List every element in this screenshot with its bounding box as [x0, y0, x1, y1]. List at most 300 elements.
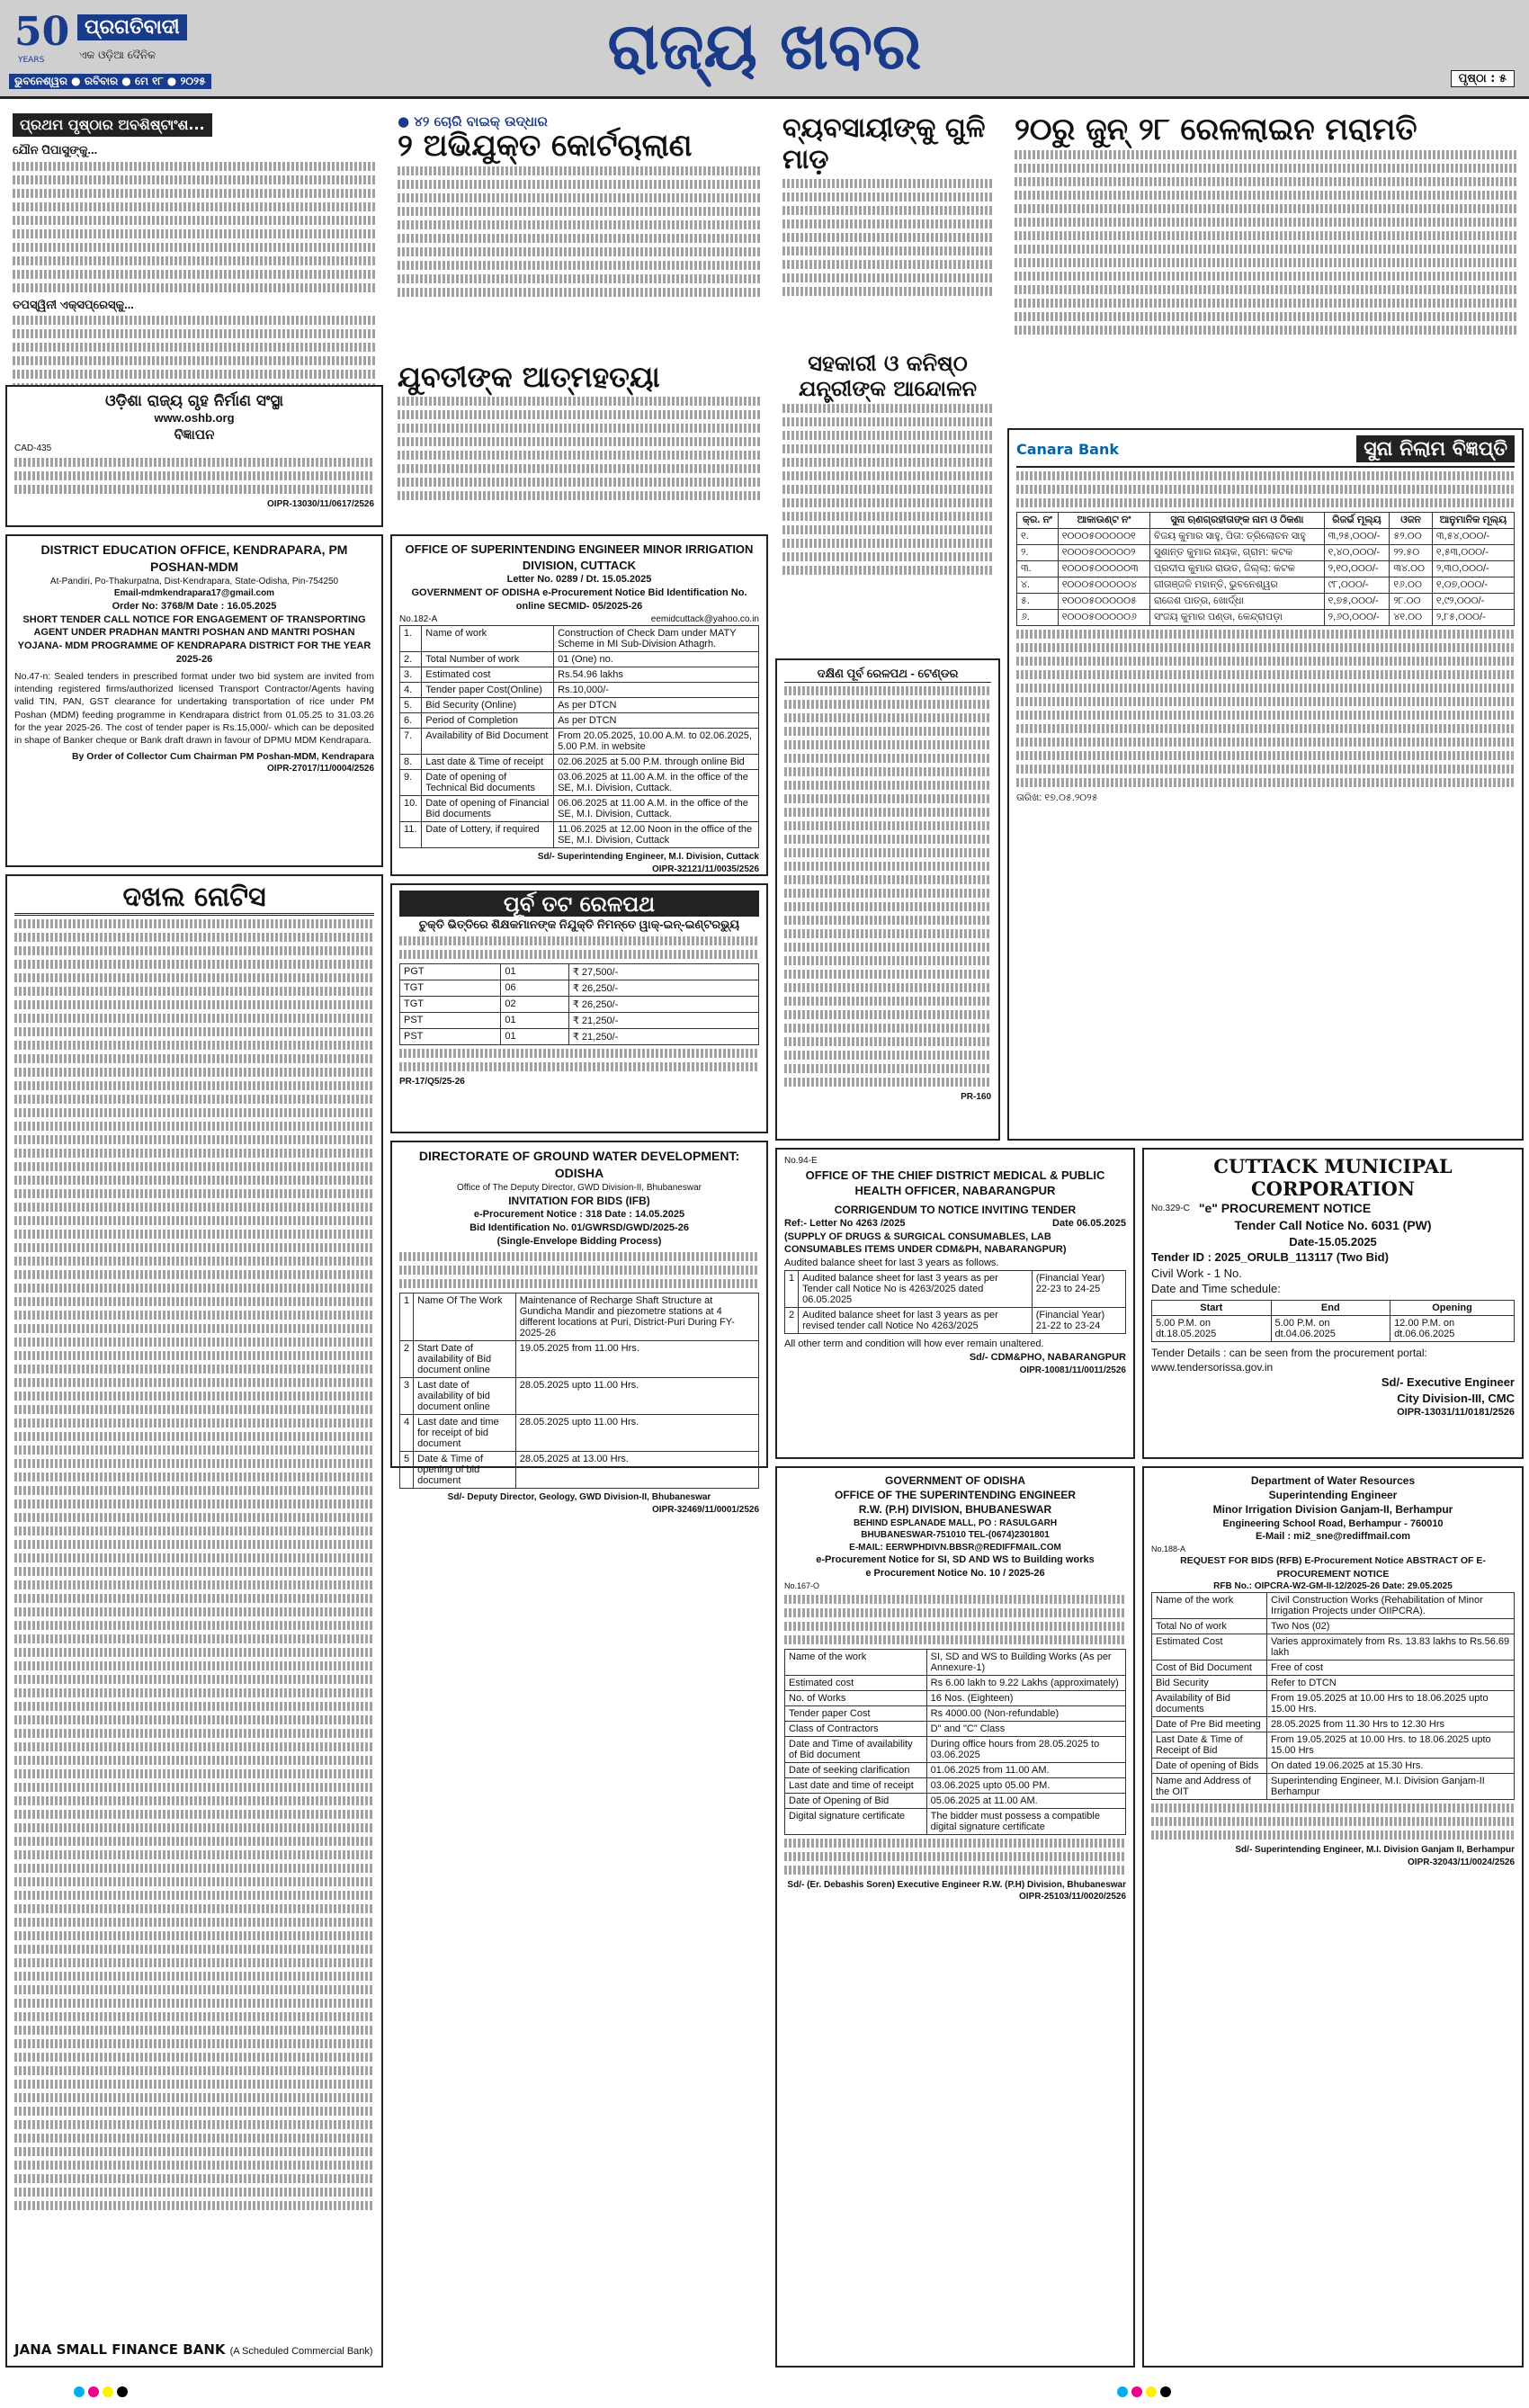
table-cell: 28.05.2025 upto 11.00 Hrs.: [515, 1378, 758, 1415]
table-cell: ₹ 26,250/-: [568, 980, 758, 996]
girl-headline: ଯୁବତୀଙ୍କ ଆତ୍ମହତ୍ୟା: [398, 360, 660, 394]
table-cell: ୨,୮୫,୦୦୦/-: [1432, 610, 1514, 626]
wr-ref: OIPR-32043/11/0024/2526: [1408, 1857, 1515, 1867]
cdmo-sub: (SUPPLY OF DRUGS & SURGICAL CONSUMABLES, LAB CONSUMABLES ITEMS UNDER CDM&PH, NABARANGPUR): [784, 1231, 1067, 1256]
canara-row: [1017, 594, 1515, 610]
cmc-title: CUTTACK MUNICIPAL CORPORATION: [1213, 1155, 1453, 1200]
cdmo-ref-row: [784, 1217, 1126, 1231]
table-cell: Period of Completion: [422, 713, 554, 729]
district-edu-ad: [5, 534, 383, 867]
table-cell: 28.05.2025 upto 11.00 Hrs.: [515, 1415, 758, 1452]
dakhal-title: ଦଖଲ ନୋଟିସ: [14, 882, 374, 916]
table-cell: ୩୪.୦୦: [1390, 561, 1433, 577]
table-cell: ୧୬.୦୦: [1390, 577, 1433, 594]
wr-rfb: RFB No.: OIPCRA-W2-GM-II-12/2025-26 Date: 29.05.2025: [1213, 1580, 1453, 1591]
rwss-table: [784, 1649, 1126, 1835]
cmc-no-row: [1151, 1200, 1515, 1217]
cdmo-ref-letter: Ref:- Letter No 4263 /2025: [784, 1217, 906, 1229]
logo-number: 50: [14, 9, 70, 55]
gw-bid: Bid Identification No. 01/GWRSD/GWD/2025-26: [469, 1222, 689, 1234]
table-cell: ୧.: [1017, 529, 1059, 545]
rwss-row: [785, 1793, 1126, 1808]
wr-table: [1151, 1592, 1515, 1800]
rwss-phone: BHUBANESWAR-751010 TEL-(0674)2301801: [861, 1530, 1050, 1541]
cdmo-ad: [775, 1148, 1135, 1459]
table-header-cell: ଓଜନ: [1390, 513, 1433, 529]
mi-table: [399, 625, 759, 848]
table-cell: Audited balance sheet for last 3 years as per Tender call Notice No is 4263/2025 dated 06.05.2025: [799, 1271, 1033, 1308]
table-cell: ୧୦୦୦୫୦୦୦୦୦୬: [1058, 610, 1149, 626]
canara-title: ସୁନା ନିଲାମ ବିଜ୍ଞପ୍ତି: [1356, 435, 1515, 462]
wr-row: [1152, 1732, 1515, 1759]
gw-row: [400, 1452, 759, 1489]
cmc-sign1: Sd/- Executive Engineer: [1381, 1375, 1515, 1390]
table-cell: ୧୦୦୦୫୦୦୦୦୦୪: [1058, 577, 1149, 594]
housing-title: ଓଡ଼ିଶା ରାଜ୍ୟ ଗୃହ ନିର୍ମାଣ ସଂସ୍ଥା: [104, 392, 284, 410]
rwss-row: [785, 1762, 1126, 1777]
cdmo-ref-date: Date 06.05.2025: [1052, 1217, 1126, 1229]
rail-headline: ୨୦ରୁ ଜୁନ୍ ୨୮ ରେଳଲାଇନ ମରାମତି: [1015, 112, 1417, 148]
table-cell: Date and Time of availability of Bid document: [785, 1736, 927, 1762]
table-cell: Estimated cost: [422, 667, 554, 683]
wr-row: [1152, 1593, 1515, 1619]
table-cell: 4.: [400, 683, 422, 698]
table-cell: Estimated Cost: [1152, 1634, 1267, 1661]
table-cell: Cost of Bid Document: [1152, 1661, 1267, 1676]
rwss-row: [785, 1649, 1126, 1675]
wr-body: [1151, 1804, 1515, 1840]
table-cell: Availability of Bid Document: [422, 729, 554, 755]
mi-row: [400, 683, 759, 698]
table-cell: ୩,୫୪,୦୦୦/-: [1432, 529, 1514, 545]
section-title: ରାଜ୍ୟ ଖବର: [607, 7, 922, 84]
table-cell: 9.: [400, 770, 422, 796]
mi-row: [400, 698, 759, 713]
gw-mode: (Single-Envelope Bidding Process): [496, 1236, 662, 1248]
mi-letter: Letter No. 0289 / Dt. 15.05.2025: [506, 574, 652, 586]
table-cell: Date of Pre Bid meeting: [1152, 1717, 1267, 1732]
table-cell: ସଂଜୟ କୁମାର ପଣ୍ଡା, କେନ୍ଦ୍ରାପଡ଼ା: [1150, 610, 1325, 626]
mi-row: [400, 713, 759, 729]
table-cell: Last date of availability of bid document online: [414, 1378, 516, 1415]
table-cell: Bid Security: [1152, 1676, 1267, 1691]
rwss-no: No.167-O: [784, 1580, 820, 1590]
table-cell: Date of opening of Financial Bid documents: [422, 796, 554, 822]
table-cell: Date of Lottery, if required: [422, 822, 554, 848]
rwss-row: [785, 1721, 1126, 1736]
table-cell: 1: [400, 1294, 414, 1341]
rwss-body-2: [784, 1839, 1126, 1875]
table-cell: ୩,୨୫,୦୦୦/-: [1324, 529, 1390, 545]
table-cell: ୧୦୦୦୫୦୦୦୦୦୨: [1058, 545, 1149, 561]
girl-body: [398, 397, 761, 501]
table-cell: 28.05.2025 from 11.30 Hrs to 12.30 Hrs: [1267, 1717, 1515, 1732]
table-cell: 6.: [400, 713, 422, 729]
continued-article: [5, 108, 383, 378]
rwss-row: [785, 1777, 1126, 1793]
table-cell: ୨୨.୫୦: [1390, 545, 1433, 561]
paper-name: ପ୍ରଗତିବାଦୀ: [77, 14, 187, 40]
rwss-div: R.W. (P.H) DIVISION, BHUBANESWAR: [858, 1503, 1052, 1517]
gw-row: [400, 1415, 759, 1452]
table-cell: 28.05.2025 at 13.00 Hrs.: [515, 1452, 758, 1489]
table-cell: ୨,୬୦,୦୦୦/-: [1324, 610, 1390, 626]
district-edu-title: DISTRICT EDUCATION OFFICE, KENDRAPARA, PM POSHAN-MDM: [40, 542, 348, 574]
dakhal-bank-name: JANA SMALL FINANCE BANK: [14, 2341, 226, 2359]
table-cell: 5: [400, 1452, 414, 1489]
table-cell: On dated 19.06.2025 at 15.30 Hrs.: [1267, 1759, 1515, 1774]
bike-headline: ୨ ଅଭିଯୁକ୍ତ କୋର୍ଟଚାଲାଣ: [398, 128, 693, 164]
mi-ref: OIPR-32121/11/0035/2526: [652, 864, 759, 874]
page-label: ପୃଷ୍ଠା : ୫: [1451, 70, 1515, 87]
gw-sub: INVITATION FOR BIDS (IFB): [508, 1195, 650, 1208]
cdmo-line: Audited balance sheet for last 3 years as follows.: [784, 1258, 999, 1269]
table-cell: (Financial Year) 22-23 to 24-25: [1032, 1271, 1125, 1308]
table-cell: Date of seeking clarification: [785, 1762, 927, 1777]
table-cell: 05.06.2025 at 11.00 AM.: [926, 1793, 1125, 1808]
table-cell: 8.: [400, 755, 422, 770]
table-cell: ୫.: [1017, 594, 1059, 610]
tagline: ଏକ ଓଡ଼ିଆ ଦୈନିକ: [79, 49, 156, 61]
table-cell: Last date & Time of receipt: [422, 755, 554, 770]
table-cell: Rs 6.00 lakh to 9.22 Lakhs (approximately): [926, 1675, 1125, 1690]
housing-label: ବିଜ୍ଞାପନ: [174, 425, 215, 443]
gw-body: [399, 1252, 759, 1289]
table-cell: 01 (One) no.: [554, 652, 759, 667]
ecr-row: [400, 1028, 759, 1044]
canara-row-header: [1017, 513, 1515, 529]
bike-body: [398, 166, 761, 298]
coop-body: [782, 404, 993, 576]
mi-row: [400, 729, 759, 755]
table-cell: ୧,୫୩,୦୦୦/-: [1432, 545, 1514, 561]
table-cell: Estimated cost: [785, 1675, 927, 1690]
canara-row: [1017, 577, 1515, 594]
table-cell: ₹ 27,500/-: [568, 963, 758, 980]
table-header-cell: କ୍ର. ନଂ: [1017, 513, 1059, 529]
gw-row: [400, 1341, 759, 1378]
rwss-sign: Sd/- (Er. Debashis Soren) Executive Engineer R.W. (P.H) Division, Bhubaneswar: [787, 1879, 1126, 1890]
wr-row: [1152, 1676, 1515, 1691]
ecr-row: [400, 1012, 759, 1028]
mi-no-row: [399, 613, 759, 626]
table-cell: ୧,୪୦,୦୦୦/-: [1324, 545, 1390, 561]
housing-ref: OIPR-13030/11/0617/2526: [267, 499, 374, 510]
table-cell: 5.00 P.M. on dt.18.05.2025: [1152, 1315, 1272, 1341]
masthead: [0, 0, 1529, 99]
logo: [7, 5, 223, 94]
ecr-table: [399, 963, 759, 1045]
canara-row: [1017, 545, 1515, 561]
cmc-portal: Tender Details : can be seen from the procurement portal: www.tendersorissa.gov.in: [1151, 1346, 1427, 1374]
table-header-cell: End: [1271, 1300, 1390, 1315]
wr-office: Superintending Engineer: [1268, 1489, 1398, 1502]
table-cell: ₹ 21,250/-: [568, 1028, 758, 1044]
mi-row: [400, 626, 759, 652]
girl-article: [390, 356, 768, 527]
table-cell: ୧,୭୫,୦୦୦/-: [1324, 594, 1390, 610]
canara-ad: [1007, 428, 1524, 1141]
canara-row: [1017, 610, 1515, 626]
district-edu-addr: At-Pandiri, Po-Thakurpatna, Dist-Kendrapara, State-Odisha, Pin-754250: [49, 576, 339, 586]
table-cell: 02.06.2025 at 5.00 P.M. through online Bid: [554, 755, 759, 770]
wr-row: [1152, 1759, 1515, 1774]
table-cell: ୪୧.୦୦: [1390, 610, 1433, 626]
table-cell: 01.06.2025 from 11.00 AM.: [926, 1762, 1125, 1777]
table-cell: ₹ 26,250/-: [568, 996, 758, 1012]
table-cell: Total Number of work: [422, 652, 554, 667]
coop-article: [775, 345, 1000, 651]
table-cell: ୫୨.୦୦: [1390, 529, 1433, 545]
table-cell: Date of opening of Technical Bid documents: [422, 770, 554, 796]
table-cell: Tender paper Cost(Online): [422, 683, 554, 698]
table-cell: Availability of Bid documents: [1152, 1691, 1267, 1717]
canara-table: [1016, 512, 1515, 626]
east-coast-ad: [390, 883, 768, 1133]
table-cell: From 20.05.2025, 10.00 A.M. to 02.06.2025, 5.00 P.M. in website: [554, 729, 759, 755]
continued-sub1: ଯୌନ ପିପାସୁଙ୍କୁ...: [13, 143, 98, 157]
table-cell: Name of work: [422, 626, 554, 652]
wr-div: Minor Irrigation Division Ganjam-II, Berhampur: [1212, 1503, 1453, 1517]
table-cell: ୧୦୦୦୫୦୦୦୦୦୩: [1058, 561, 1149, 577]
table-cell: ପ୍ରଦୀପ କୁମାର ରାଉତ, ଜିଲ୍ଲା: କଟକ: [1150, 561, 1325, 577]
table-cell: Bid Security (Online): [422, 698, 554, 713]
cdmo-ref: OIPR-10081/11/0011/2526: [1019, 1365, 1126, 1375]
table-header-cell: ରିଜର୍ଭ ମୂଲ୍ୟ: [1324, 513, 1390, 529]
table-cell: ୨,୧୦,୦୦୦/-: [1324, 561, 1390, 577]
table-cell: Date of opening of Bids: [1152, 1759, 1267, 1774]
rwss-num: e Procurement Notice No. 10 / 2025-26: [865, 1567, 1045, 1579]
groundwater-ad: [390, 1141, 768, 1515]
dakhal-notice: [5, 874, 383, 2368]
cmc-notice: "e" PROCUREMENT NOTICE: [1198, 1201, 1372, 1215]
table-cell: 2.: [400, 652, 422, 667]
wr-sign: Sd/- Superintending Engineer, M.I. Division Ganjam II, Berhampur: [1235, 1845, 1515, 1856]
bike-article: [390, 108, 768, 351]
gw-title: DIRECTORATE OF GROUND WATER DEVELOPMENT: ODISHA: [418, 1149, 740, 1180]
table-cell: (Financial Year) 21-22 to 23-24: [1032, 1308, 1125, 1334]
cmc-row-header: [1152, 1300, 1515, 1315]
table-header-cell: ଆନୁମାନିକ ମୂଲ୍ୟ: [1432, 513, 1514, 529]
ser-title: ଦକ୍ଷିଣ ପୂର୍ବ ରେଳପଥ - ଟେଣ୍ଡର: [784, 666, 991, 683]
table-header-cell: Start: [1152, 1300, 1272, 1315]
table-cell: Total No of work: [1152, 1619, 1267, 1634]
table-cell: ୩.: [1017, 561, 1059, 577]
table-cell: 4: [400, 1415, 414, 1452]
rwss-title: GOVERNMENT OF ODISHA: [884, 1474, 1025, 1487]
table-cell: Name of the work: [1152, 1593, 1267, 1619]
table-cell: ୨,୩୦,୦୦୦/-: [1432, 561, 1514, 577]
table-cell: Last Date & Time of Receipt of Bid: [1152, 1732, 1267, 1759]
ecr-ref: PR-17/Q5/25-26: [399, 1076, 465, 1087]
table-cell: 3: [400, 1378, 414, 1415]
canara-date: ତାରିଖ: ୧୭.୦୫.୨୦୨୫: [1016, 792, 1098, 803]
gw-ref: OIPR-32469/11/0001/2526: [652, 1504, 759, 1515]
table-cell: ୪.: [1017, 577, 1059, 594]
gw-office: Office of The Deputy Director, GWD Division-II, Bhubaneswar: [457, 1182, 702, 1193]
district-edu-order: Order No: 3768/M Date : 16.05.2025: [112, 600, 277, 612]
ecr-sub: ଚୁକ୍ତି ଭିତ୍ତିରେ ଶିକ୍ଷକମାନଙ୍କ ନିଯୁକ୍ତି ନିମନ୍ତେ ୱାକ୍-ଇନ୍-ଇଣ୍ଟରଭ୍ୟୁ: [418, 918, 740, 931]
rail-article: [1007, 108, 1524, 423]
cmc-table: [1151, 1300, 1515, 1342]
ser-ref: PR-160: [961, 1091, 991, 1102]
housing-ad: [5, 385, 383, 527]
table-cell: ଗୀତାଞ୍ଜଳି ମହାନ୍ତି, ଭୁବନେଶ୍ୱର: [1150, 577, 1325, 594]
dakhal-bank: [14, 2341, 373, 2359]
table-cell: 19.05.2025 from 11.00 Hrs.: [515, 1341, 758, 1378]
table-cell: ୧୦୦୦୫୦୦୦୦୦୫: [1058, 594, 1149, 610]
wr-row: [1152, 1634, 1515, 1661]
table-cell: ୨.: [1017, 545, 1059, 561]
housing-body: [14, 458, 374, 495]
mi-row: [400, 770, 759, 796]
housing-web: www.oshb.org: [154, 411, 235, 425]
table-cell: Civil Construction Works (Rehabilitation of Minor Irrigation Projects under OIIPCRA).: [1267, 1593, 1515, 1619]
rwss-addr: BEHIND ESPLANADE MALL, PO : RASULGARH: [853, 1517, 1058, 1528]
gw-footer: Sd/- Deputy Director, Geology, GWD Division-II, Bhubaneswar: [447, 1492, 711, 1502]
rwss-body: [784, 1595, 1126, 1645]
table-cell: 5.: [400, 698, 422, 713]
table-cell: From 19.05.2025 at 10.00 Hrs to 18.06.2025 upto 15.00 Hrs.: [1267, 1691, 1515, 1717]
rwss-ad: [775, 1466, 1135, 2368]
table-cell: 12.00 P.M. on dt.06.06.2025: [1390, 1315, 1515, 1341]
table-cell: Construction of Check Dam under MATY Scheme in MI Sub-Division Athagrh.: [554, 626, 759, 652]
table-cell: ୧,୦୭,୦୦୦/-: [1432, 577, 1514, 594]
wr-title: Department of Water Resources: [1250, 1474, 1416, 1487]
table-cell: Date & Time of opening of bid document: [414, 1452, 516, 1489]
gw-row: [400, 1378, 759, 1415]
table-cell: ୯୮,୦୦୦/-: [1324, 577, 1390, 594]
canara-header: [1016, 435, 1515, 468]
trader-article: [775, 108, 1000, 342]
continued-body-2: [13, 316, 376, 393]
rwss-row: [785, 1675, 1126, 1690]
gw-notice: e-Procurement Notice : 318 Date : 14.05.2025: [473, 1209, 685, 1221]
table-cell: Date of Opening of Bid: [785, 1793, 927, 1808]
coop-headline: ସହକାରୀ ଓ କନିଷ୍ଠ ଯନ୍ତ୍ରୀଙ୍କ ଆନ୍ଦୋଳନ: [798, 350, 977, 401]
cmc-sched: Date and Time schedule:: [1151, 1282, 1281, 1296]
table-cell: The bidder must possess a compatible digital signature certificate: [926, 1808, 1125, 1834]
cmc-tender-id: Tender ID : 2025_ORULB_113117 (Two Bid): [1151, 1250, 1389, 1265]
table-cell: 3.: [400, 667, 422, 683]
table-cell: 01: [501, 1028, 569, 1044]
ecr-title: ପୂର୍ବ ତଟ ରେଳପଥ: [399, 891, 759, 917]
ecr-body-2: [399, 1049, 759, 1072]
table-cell: Two Nos (02): [1267, 1619, 1515, 1634]
table-cell: 03.06.2025 at 11.00 A.M. in the office of the SE, M.I. Division, Cuttack.: [554, 770, 759, 796]
cmc-date: Date-15.05.2025: [1289, 1234, 1377, 1249]
table-cell: Free of cost: [1267, 1661, 1515, 1676]
cmc-sign2: City Division-III, CMC: [1397, 1391, 1515, 1405]
print-color-bar-right: [1115, 2384, 1173, 2401]
table-cell: Refer to DTCN: [1267, 1676, 1515, 1691]
table-cell: 11.: [400, 822, 422, 848]
dakhal-body: [14, 919, 374, 2211]
district-edu-email: Email-mdmkendrapara17@gmail.com: [113, 588, 275, 599]
table-cell: 7.: [400, 729, 422, 755]
table-cell: Last date and time for receipt of bid document: [414, 1415, 516, 1452]
table-cell: Tender paper Cost: [785, 1705, 927, 1721]
table-header-cell: Opening: [1390, 1300, 1515, 1315]
table-cell: 06.06.2025 at 11.00 A.M. in the office of the SE, M.I. Division, Cuttack.: [554, 796, 759, 822]
mi-title: OFFICE OF SUPERINTENDING ENGINEER MINOR IRRIGATION DIVISION, CUTTACK: [405, 542, 754, 572]
table-cell: No. of Works: [785, 1690, 927, 1705]
rwss-ref: OIPR-25103/11/0020/2526: [1019, 1892, 1126, 1902]
table-cell: PST: [400, 1028, 501, 1044]
table-cell: Start Date of availability of Bid document online: [414, 1341, 516, 1378]
mi-sub: GOVERNMENT OF ODISHA e-Procurement Notice Bid Identification No. online SECMID- 05/2025-26: [411, 586, 747, 612]
table-cell: Digital signature certificate: [785, 1808, 927, 1834]
print-color-bar-left: [72, 2384, 130, 2401]
table-cell: Rs.54.96 lakhs: [554, 667, 759, 683]
rwss-row: [785, 1705, 1126, 1721]
minor-irrigation-ad: [390, 534, 768, 876]
table-cell: ୧୦୦୦୫୦୦୦୦୦୧: [1058, 529, 1149, 545]
mi-row: [400, 796, 759, 822]
cdmo-heading: CORRIGENDUM TO NOTICE INVITING TENDER: [834, 1203, 1077, 1216]
wr-row: [1152, 1661, 1515, 1676]
table-cell: 11.06.2025 at 12.00 Noon in the office of the SE, M.I. Division, Cuttack: [554, 822, 759, 848]
wr-row: [1152, 1691, 1515, 1717]
wr-row: [1152, 1717, 1515, 1732]
continued-title: ପ୍ରଥମ ପୃଷ୍ଠାର ଅବଶିଷ୍ଟାଂଶ...: [13, 113, 212, 137]
ecr-body: [399, 936, 759, 960]
ecr-row: [400, 980, 759, 996]
table-cell: Varies approximately from Rs. 13.83 lakhs to Rs.56.69 lakh: [1267, 1634, 1515, 1661]
district-edu-heading: SHORT TENDER CALL NOTICE FOR ENGAGEMENT OF TRANSPORTING AGENT UNDER PRADHAN MANTRI POSHAN AND MANTRI POSHAN YOJANA- MDM PROGRAMME OF KENDRAPARA DISTRICT FOR THE YEAR 2025-26: [17, 613, 371, 666]
mi-no: No.182-A: [399, 613, 438, 624]
dateline: ଭୁବନେଶ୍ୱର ● ରବିବାର ● ମେ ୧୮ ● ୨୦୨୫: [9, 74, 211, 89]
rwss-email: E-MAIL: EERWPHDIVN.BBSR@REDIFFMAIL.COM: [849, 1542, 1061, 1553]
table-cell: As per DTCN: [554, 698, 759, 713]
wr-no: No.188-A: [1151, 1544, 1186, 1554]
rwss-row: [785, 1808, 1126, 1834]
continued-sub2: ତପସ୍ୱିନୀ ଏକ୍ସପ୍ରେସ୍‌କୁ...: [13, 297, 134, 311]
cmc-ad: [1142, 1148, 1524, 1459]
table-cell: SI, SD and WS to Building Works (As per Annexure-1): [926, 1649, 1125, 1675]
canara-intro: [1016, 471, 1515, 508]
bike-kicker: ● ୪୨ ଚୋରି ବାଇକ୍ ଉଦ୍ଧାର: [398, 113, 548, 130]
gw-row: [400, 1294, 759, 1341]
rwss-notice: e-Procurement Notice for SI, SD AND WS to Building works: [816, 1554, 1095, 1566]
ecr-row: [400, 963, 759, 980]
mi-footer: Sd/- Superintending Engineer, M.I. Division, Cuttack: [537, 852, 759, 863]
wr-row: [1152, 1619, 1515, 1634]
trader-headline: ବ୍ୟବସାୟୀଙ୍କୁ ଗୁଳି ମାଡ଼: [782, 112, 986, 175]
table-cell: From 19.05.2025 at 10.00 Hrs. to 18.06.2025 upto 15.00 Hrs: [1267, 1732, 1515, 1759]
table-cell: 1: [785, 1271, 799, 1308]
south-east-ad: [775, 658, 1000, 1141]
rwss-row: [785, 1736, 1126, 1762]
mi-row: [400, 652, 759, 667]
table-cell: 01: [501, 963, 569, 980]
cdmo-title: OFFICE OF THE CHIEF DISTRICT MEDICAL & PUBLIC HEALTH OFFICER, NABARANGPUR: [805, 1168, 1105, 1198]
canara-bank: Canara Bank: [1016, 440, 1120, 458]
cmc-work: Civil Work - 1 No.: [1151, 1266, 1242, 1280]
cdmo-sign: Sd/- CDM&PHO, NABARANGPUR: [969, 1352, 1126, 1363]
table-cell: Name and Address of the OIT: [1152, 1774, 1267, 1800]
cmc-tender: Tender Call Notice No. 6031 (PW): [1234, 1217, 1432, 1232]
table-cell: 01: [501, 1012, 569, 1028]
canara-row: [1017, 529, 1515, 545]
logo-years: YEARS: [18, 56, 45, 65]
table-cell: Name Of The Work: [414, 1294, 516, 1341]
cdmo-table: [784, 1270, 1126, 1334]
cdmo-row: [785, 1308, 1126, 1334]
cmc-row: [1152, 1315, 1515, 1341]
ser-body: [784, 686, 991, 1088]
housing-code: CAD-435: [14, 443, 52, 453]
